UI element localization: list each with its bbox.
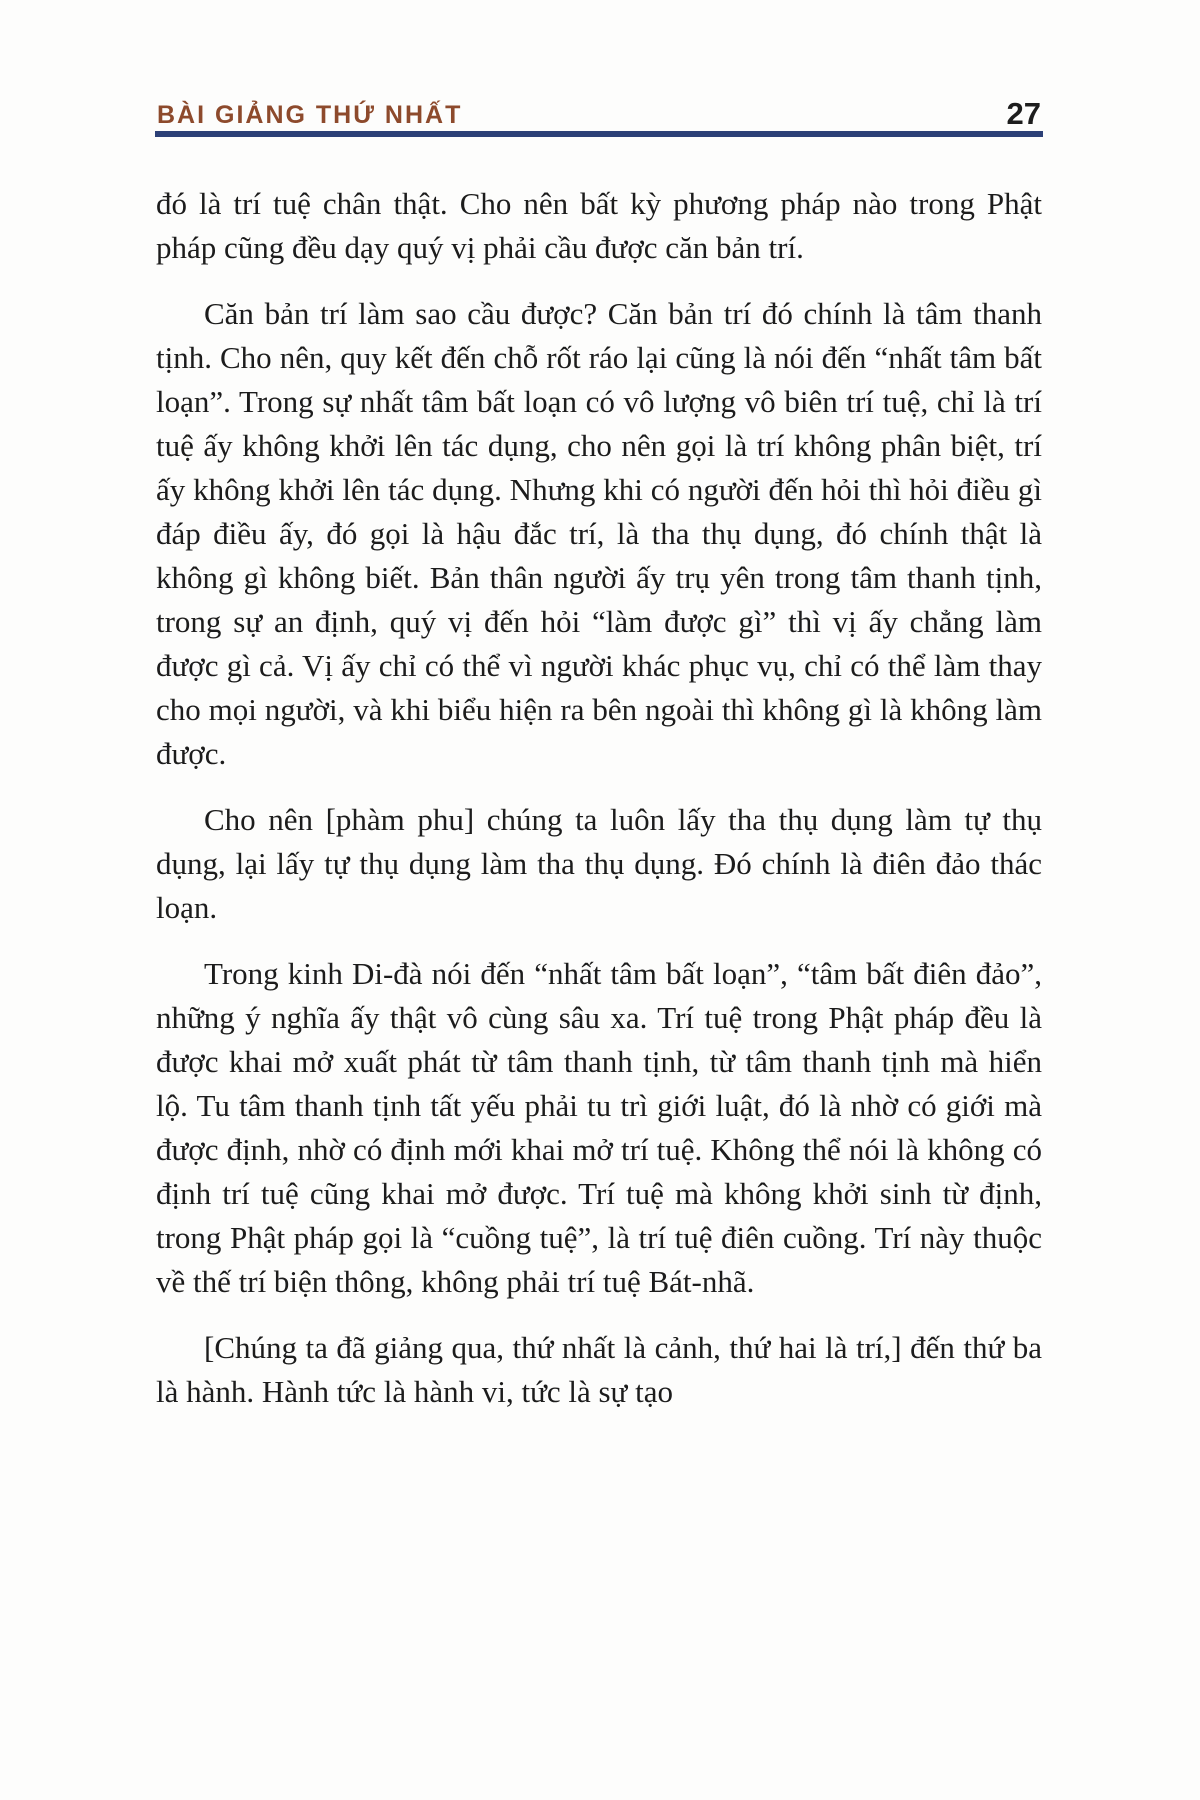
paragraph: Trong kinh Di-đà nói đến “nhất tâm bất loạn”, “tâm bất điên đảo”, những ý nghĩa ấy thật vô cùng sâu xa. Trí tuệ trong Phật pháp đều là được khai mở xuất phát từ tâm thanh tịnh, từ tâm thanh tịnh mà hiển lộ. Tu tâm thanh tịnh tất yếu phải tu trì giới luật, đó là nhờ có giới mà được định, nhờ có định mới khai mở trí tuệ. Không thể nói là không có định trí tuệ cũng khai mở được. Trí tuệ mà không khởi sinh từ định, trong Phật pháp gọi là “cuồng tuệ”, là trí tuệ điên cuồng. Trí này thuộc về thế trí biện thông, không phải trí tuệ Bát-nhã. <box>156 956 1042 1299</box>
paragraph: [Chúng ta đã giảng qua, thứ nhất là cảnh, thứ hai là trí,] đến thứ ba là hành. Hành tức là hành vi, tức là sự tạo <box>156 1330 1042 1409</box>
paragraph: Căn bản trí làm sao cầu được? Căn bản trí đó chính là tâm thanh tịnh. Cho nên, quy kết đến chỗ rốt ráo lại cũng là nói đến “nhất tâm bất loạn”. Trong sự nhất tâm bất loạn có vô lượng vô biên trí tuệ, chỉ là trí tuệ ấy không khởi lên tác dụng, cho nên gọi là trí không phân biệt, trí ấy không khởi lên tác dụng. Nhưng khi có người đến hỏi thì hỏi điều gì đáp điều ấy, đó gọi là hậu đắc trí, là tha thụ dụng, đó chính thật là không gì không biết. Bản thân người ấy trụ yên trong tâm thanh tịnh, trong sự an định, quý vị đến hỏi “làm được gì” thì vị ấy chẳng làm được gì cả. Vị ấy chỉ có thể vì người khác phục vụ, chỉ có thể làm thay cho mọi người, và khi biểu hiện ra bên ngoài thì không gì là không làm được. <box>156 296 1042 771</box>
paragraph: Cho nên [phàm phu] chúng ta luôn lấy tha thụ dụng làm tự thụ dụng, lại lấy tự thụ dụng làm tha thụ dụng. Đó chính là điên đảo thác loạn. <box>156 802 1042 925</box>
chapter-title: BÀI GIẢNG THỨ NHẤT <box>157 101 463 129</box>
book-page <box>156 0 1043 1800</box>
running-header <box>156 96 1043 131</box>
page-number: 27 <box>1006 96 1041 131</box>
header-divider-rule <box>155 131 1043 137</box>
paragraph: đó là trí tuệ chân thật. Cho nên bất kỳ phương pháp nào trong Phật pháp cũng đều dạy quý vị phải cầu được căn bản trí. <box>156 186 1042 265</box>
body-text <box>156 182 1042 1436</box>
